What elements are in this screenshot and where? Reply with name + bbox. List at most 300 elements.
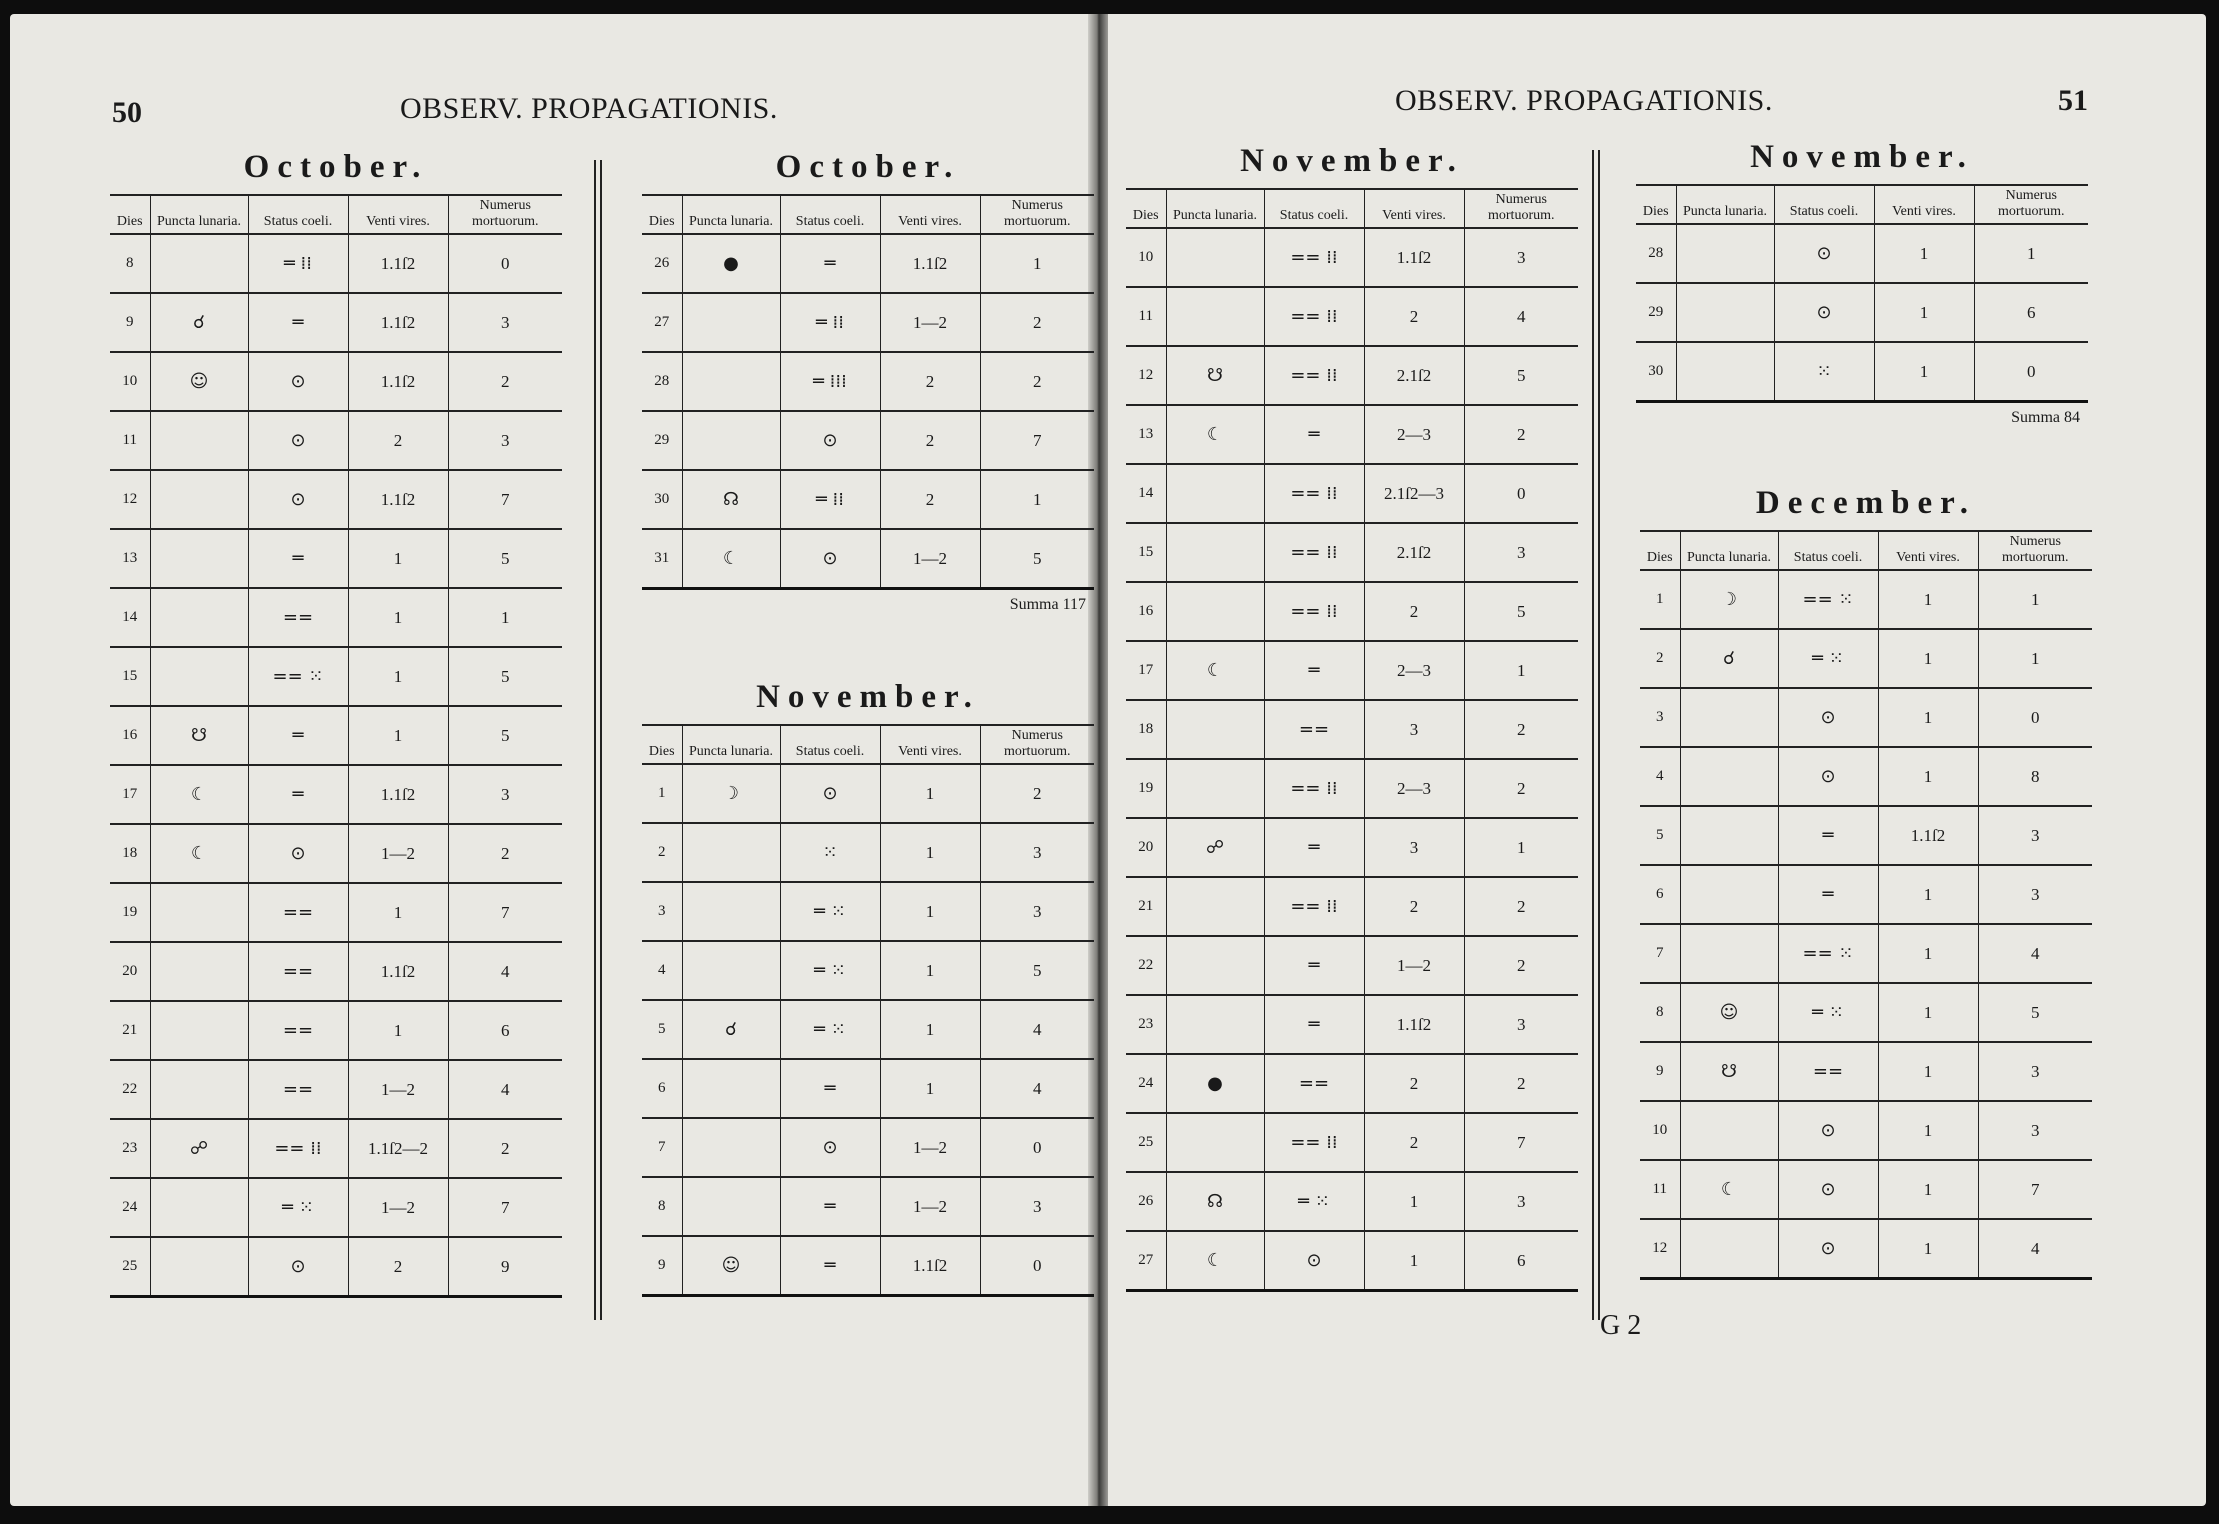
day-cell: 9 [1640, 1042, 1680, 1101]
sky-status-cell: ⊙ [780, 1118, 880, 1177]
sky-status-cell: == ⁞⁞ [1264, 228, 1364, 287]
table-row [1126, 759, 1578, 818]
table-row [642, 234, 1094, 293]
sky-status-cell: == ⁙ [248, 647, 348, 706]
lunar-phase-cell [682, 293, 780, 352]
day-cell: 10 [1640, 1101, 1680, 1160]
deaths-cell: 2 [448, 1119, 562, 1178]
table-row [110, 352, 562, 411]
wind-strength-cell: 2.1ſ2—3 [1364, 464, 1464, 523]
lunar-phase-cell [1676, 224, 1774, 283]
deaths-cell: 2 [1464, 759, 1578, 818]
wind-strength-cell: 2 [1364, 582, 1464, 641]
wind-strength-cell: 2.1ſ2 [1364, 523, 1464, 582]
lunar-phase-cell: ☺ [1680, 983, 1778, 1042]
day-cell: 29 [642, 411, 682, 470]
day-cell: 9 [110, 293, 150, 352]
day-cell: 22 [110, 1060, 150, 1119]
wind-strength-cell: 2 [1364, 287, 1464, 346]
mortality-table [1636, 184, 2088, 403]
month-heading: October. [243, 149, 429, 185]
column-header-dies: Dies [110, 195, 150, 234]
sky-status-cell: ═ [780, 234, 880, 293]
day-cell: 26 [642, 234, 682, 293]
column-header-venti: Venti vires. [880, 195, 980, 234]
day-cell: 14 [110, 588, 150, 647]
lunar-phase-cell [1680, 865, 1778, 924]
sky-status-cell: ═ [780, 1236, 880, 1296]
wind-strength-cell: 1.1ſ2—2 [348, 1119, 448, 1178]
deaths-cell: 2 [980, 352, 1094, 411]
table-row [1126, 877, 1578, 936]
table-row [1640, 629, 2092, 688]
deaths-cell: 8 [1978, 747, 2092, 806]
lunar-phase-cell [1680, 1219, 1778, 1279]
column-header-numerus: Numerus mortuorum. [1464, 189, 1578, 228]
sky-status-cell: == ⁞⁞ [1264, 464, 1364, 523]
wind-strength-cell: 1—2 [880, 293, 980, 352]
lunar-phase-cell: ☾ [150, 765, 248, 824]
table-row [110, 1001, 562, 1060]
sky-status-cell: ⊙ [248, 824, 348, 883]
lunar-phase-cell [1680, 1101, 1778, 1160]
table-row [1126, 523, 1578, 582]
day-cell: 23 [1126, 995, 1166, 1054]
sky-status-cell: ⊙ [780, 764, 880, 823]
lunar-phase-cell [1166, 877, 1264, 936]
column-header-dies: Dies [1126, 189, 1166, 228]
wind-strength-cell: 1 [880, 1000, 980, 1059]
running-head-right: OBSERV. PROPAGATIONIS. [1395, 84, 1773, 117]
deaths-cell: 3 [980, 1177, 1094, 1236]
deaths-cell: 2 [448, 824, 562, 883]
page-number-left: 50 [112, 96, 142, 129]
table-row [1126, 1231, 1578, 1291]
deaths-cell: 3 [1978, 1101, 2092, 1160]
lunar-phase-cell [682, 1177, 780, 1236]
lunar-phase-cell [682, 1059, 780, 1118]
sky-status-cell: == [248, 588, 348, 647]
deaths-cell: 7 [448, 883, 562, 942]
wind-strength-cell: 3 [1364, 818, 1464, 877]
day-cell: 28 [642, 352, 682, 411]
table-row [1126, 1054, 1578, 1113]
day-cell: 16 [1126, 582, 1166, 641]
deaths-cell: 2 [1464, 936, 1578, 995]
column-header-dies: Dies [642, 195, 682, 234]
deaths-cell: 1 [1464, 641, 1578, 700]
deaths-cell: 0 [1464, 464, 1578, 523]
wind-strength-cell: 2 [1364, 1113, 1464, 1172]
sky-status-cell: ═ [248, 293, 348, 352]
wind-strength-cell: 1 [348, 706, 448, 765]
lunar-phase-cell: ☺ [682, 1236, 780, 1296]
deaths-cell: 7 [1978, 1160, 2092, 1219]
wind-strength-cell: 1 [1878, 1101, 1978, 1160]
mortality-table [642, 724, 1094, 1297]
deaths-cell: 5 [448, 706, 562, 765]
table-row [642, 411, 1094, 470]
day-cell: 10 [1126, 228, 1166, 287]
wind-strength-cell: 1.1ſ2 [348, 470, 448, 529]
day-cell: 29 [1636, 283, 1676, 342]
sky-status-cell: ═ ⁞⁞ [248, 234, 348, 293]
sky-status-cell: ═ [248, 529, 348, 588]
lunar-phase-cell [1676, 342, 1774, 402]
table-row [642, 470, 1094, 529]
day-cell: 13 [110, 529, 150, 588]
sky-status-cell: ⁙ [1774, 342, 1874, 402]
sky-status-cell: == ⁞⁞ [1264, 1113, 1364, 1172]
table-row [110, 765, 562, 824]
day-cell: 10 [110, 352, 150, 411]
day-cell: 30 [1636, 342, 1676, 402]
deaths-cell: 4 [980, 1059, 1094, 1118]
column-header-status: Status coeli. [248, 195, 348, 234]
lunar-phase-cell: ☊ [1166, 1172, 1264, 1231]
column-header-status: Status coeli. [1778, 531, 1878, 570]
column-header-status: Status coeli. [1264, 189, 1364, 228]
wind-strength-cell: 2 [348, 411, 448, 470]
column-header-status: Status coeli. [780, 725, 880, 764]
day-cell: 6 [1640, 865, 1680, 924]
deaths-cell: 7 [448, 470, 562, 529]
wind-strength-cell: 1—2 [880, 1118, 980, 1177]
day-cell: 11 [1640, 1160, 1680, 1219]
sky-status-cell: ═ [1264, 995, 1364, 1054]
sky-status-cell: ═ [780, 1059, 880, 1118]
deaths-cell: 0 [1974, 342, 2088, 402]
day-cell: 31 [642, 529, 682, 589]
wind-strength-cell: 1 [348, 588, 448, 647]
lunar-phase-cell [150, 1178, 248, 1237]
table-row [1126, 464, 1578, 523]
deaths-cell: 2 [980, 764, 1094, 823]
sky-status-cell: == [1778, 1042, 1878, 1101]
wind-strength-cell: 1—2 [880, 529, 980, 589]
table-row [642, 293, 1094, 352]
deaths-cell: 2 [1464, 405, 1578, 464]
sky-status-cell: ═ [1778, 806, 1878, 865]
deaths-cell: 1 [1974, 224, 2088, 283]
wind-strength-cell: 2 [880, 470, 980, 529]
mortality-table [1126, 188, 1578, 1292]
deaths-cell: 3 [1978, 806, 2092, 865]
sky-status-cell: ═ [248, 706, 348, 765]
day-cell: 6 [642, 1059, 682, 1118]
deaths-cell: 4 [980, 1000, 1094, 1059]
lunar-phase-cell: ☋ [1680, 1042, 1778, 1101]
sky-status-cell: ⊙ [1778, 688, 1878, 747]
day-cell: 14 [1126, 464, 1166, 523]
deaths-cell: 2 [448, 352, 562, 411]
mortality-table [110, 194, 562, 1298]
lunar-phase-cell [682, 941, 780, 1000]
lunar-phase-cell [1166, 582, 1264, 641]
sky-status-cell: ⊙ [1778, 747, 1878, 806]
wind-strength-cell: 1.1ſ2 [1364, 995, 1464, 1054]
table-block-november-2 [1126, 134, 1578, 1292]
table-row [642, 1236, 1094, 1296]
wind-strength-cell: 1 [1878, 1160, 1978, 1219]
wind-strength-cell: 1—2 [348, 1060, 448, 1119]
table-row [110, 588, 562, 647]
lunar-phase-cell [1680, 688, 1778, 747]
month-heading: November. [756, 679, 980, 715]
wind-strength-cell: 1 [348, 647, 448, 706]
sky-status-cell: ⊙ [248, 352, 348, 411]
day-cell: 23 [110, 1119, 150, 1178]
wind-strength-cell: 1 [1874, 224, 1974, 283]
lunar-phase-cell: ☾ [1166, 405, 1264, 464]
deaths-cell: 5 [1464, 582, 1578, 641]
sky-status-cell: ⊙ [1778, 1219, 1878, 1279]
column-header-puncta: Puncta lunaria. [1680, 531, 1778, 570]
table-row [642, 941, 1094, 1000]
table-row [1126, 405, 1578, 464]
column-header-numerus: Numerus mortuorum. [980, 725, 1094, 764]
day-cell: 12 [1640, 1219, 1680, 1279]
lunar-phase-cell: ☾ [1166, 1231, 1264, 1291]
deaths-cell: 6 [1974, 283, 2088, 342]
mortality-table [1640, 530, 2092, 1280]
column-header-puncta: Puncta lunaria. [1166, 189, 1264, 228]
day-cell: 8 [642, 1177, 682, 1236]
month-heading: October. [775, 149, 961, 185]
day-cell: 5 [642, 1000, 682, 1059]
day-cell: 21 [1126, 877, 1166, 936]
day-cell: 11 [1126, 287, 1166, 346]
day-cell: 28 [1636, 224, 1676, 283]
column-header-status: Status coeli. [780, 195, 880, 234]
table-row [110, 706, 562, 765]
sky-status-cell: ═ ⁙ [1264, 1172, 1364, 1231]
table-row [1640, 688, 2092, 747]
day-cell: 25 [1126, 1113, 1166, 1172]
wind-strength-cell: 2—3 [1364, 405, 1464, 464]
table-row [1636, 224, 2088, 283]
deaths-cell: 3 [1464, 228, 1578, 287]
table-row [1640, 806, 2092, 865]
lunar-phase-cell [682, 411, 780, 470]
wind-strength-cell: 1 [1878, 570, 1978, 629]
deaths-cell: 5 [1978, 983, 2092, 1042]
table-row [642, 764, 1094, 823]
lunar-phase-cell: ☽ [1680, 570, 1778, 629]
day-cell: 17 [110, 765, 150, 824]
sky-status-cell: ═ [1264, 936, 1364, 995]
table-row [1640, 924, 2092, 983]
lunar-phase-cell [150, 411, 248, 470]
sky-status-cell: == ⁙ [1778, 570, 1878, 629]
deaths-cell: 5 [448, 647, 562, 706]
sky-status-cell: == [1264, 700, 1364, 759]
sky-status-cell: ═ [1264, 405, 1364, 464]
lunar-phase-cell: ☌ [150, 293, 248, 352]
wind-strength-cell: 1 [1878, 688, 1978, 747]
deaths-cell: 3 [980, 823, 1094, 882]
wind-strength-cell: 1—2 [348, 824, 448, 883]
sky-status-cell: ═ [248, 765, 348, 824]
table-row [1640, 1042, 2092, 1101]
deaths-cell: 0 [1978, 688, 2092, 747]
sky-status-cell: ═ ⁙ [780, 882, 880, 941]
column-rule-right-2 [1598, 150, 1600, 1320]
table-row [642, 352, 1094, 411]
wind-strength-cell: 1 [348, 883, 448, 942]
lunar-phase-cell [150, 1001, 248, 1060]
day-cell: 25 [110, 1237, 150, 1297]
deaths-cell: 3 [1464, 1172, 1578, 1231]
deaths-cell: 4 [1978, 924, 2092, 983]
deaths-cell: 1 [1978, 570, 2092, 629]
deaths-cell: 5 [1464, 346, 1578, 405]
day-cell: 19 [110, 883, 150, 942]
lunar-phase-cell [150, 529, 248, 588]
sky-status-cell: ⊙ [1778, 1101, 1878, 1160]
lunar-phase-cell [1166, 995, 1264, 1054]
deaths-cell: 3 [1464, 523, 1578, 582]
sky-status-cell: ⊙ [248, 411, 348, 470]
day-cell: 22 [1126, 936, 1166, 995]
sky-status-cell: ⊙ [1778, 1160, 1878, 1219]
column-header-venti: Venti vires. [880, 725, 980, 764]
wind-strength-cell: 1 [1364, 1231, 1464, 1291]
deaths-cell: 2 [1464, 700, 1578, 759]
wind-strength-cell: 2 [880, 411, 980, 470]
table-row [110, 824, 562, 883]
table-row [1126, 1172, 1578, 1231]
sky-status-cell: ⊙ [248, 470, 348, 529]
table-row [1126, 582, 1578, 641]
wind-strength-cell: 2.1ſ2 [1364, 346, 1464, 405]
lunar-phase-cell: ☾ [1680, 1160, 1778, 1219]
day-cell: 1 [642, 764, 682, 823]
sky-status-cell: == ⁞⁞ [1264, 582, 1364, 641]
wind-strength-cell: 2 [348, 1237, 448, 1297]
lunar-phase-cell [682, 352, 780, 411]
sky-status-cell: ⊙ [248, 1237, 348, 1297]
day-cell: 16 [110, 706, 150, 765]
lunar-phase-cell: ☍ [1166, 818, 1264, 877]
wind-strength-cell: 1.1ſ2 [348, 765, 448, 824]
column-header-numerus: Numerus mortuorum. [980, 195, 1094, 234]
wind-strength-cell: 2—3 [1364, 759, 1464, 818]
table-row [1126, 936, 1578, 995]
wind-strength-cell: 2—3 [1364, 641, 1464, 700]
table-row [110, 529, 562, 588]
wind-strength-cell: 1 [880, 823, 980, 882]
sky-status-cell: == [248, 942, 348, 1001]
sky-status-cell: ⊙ [1264, 1231, 1364, 1291]
month-heading: November. [1240, 143, 1464, 179]
day-cell: 15 [1126, 523, 1166, 582]
lunar-phase-cell [682, 823, 780, 882]
day-cell: 1 [1640, 570, 1680, 629]
lunar-phase-cell [1166, 759, 1264, 818]
lunar-phase-cell [1680, 924, 1778, 983]
column-header-dies: Dies [1640, 531, 1680, 570]
table-row [1636, 342, 2088, 402]
lunar-phase-cell [150, 1237, 248, 1297]
wind-strength-cell: 1 [880, 764, 980, 823]
day-cell: 2 [642, 823, 682, 882]
wind-strength-cell: 1 [880, 1059, 980, 1118]
day-cell: 26 [1126, 1172, 1166, 1231]
column-header-venti: Venti vires. [348, 195, 448, 234]
lunar-phase-cell: ☺ [150, 352, 248, 411]
table-row [1126, 818, 1578, 877]
column-header-numerus: Numerus mortuorum. [1978, 531, 2092, 570]
table-row [642, 529, 1094, 589]
sky-status-cell: ⊙ [1774, 283, 1874, 342]
lunar-phase-cell: ☌ [1680, 629, 1778, 688]
page-number-right: 51 [2058, 84, 2088, 117]
running-head-left: OBSERV. PROPAGATIONIS. [400, 92, 778, 125]
deaths-cell: 6 [1464, 1231, 1578, 1291]
wind-strength-cell: 1 [1364, 1172, 1464, 1231]
deaths-cell: 0 [980, 1236, 1094, 1296]
table-row [110, 411, 562, 470]
day-cell: 13 [1126, 405, 1166, 464]
deaths-cell: 2 [1464, 1054, 1578, 1113]
table-row [110, 234, 562, 293]
table-row [1126, 228, 1578, 287]
table-row [110, 1060, 562, 1119]
deaths-cell: 2 [1464, 877, 1578, 936]
wind-strength-cell: 1 [348, 1001, 448, 1060]
table-row [110, 647, 562, 706]
sky-status-cell: == ⁞⁞ [1264, 523, 1364, 582]
sky-status-cell: ═ ⁙ [780, 1000, 880, 1059]
lunar-phase-cell [1680, 747, 1778, 806]
lunar-phase-cell [1166, 936, 1264, 995]
summa-total: Summa 117 [1009, 596, 1086, 613]
deaths-cell: 3 [448, 411, 562, 470]
table-row [642, 1000, 1094, 1059]
deaths-cell: 7 [980, 411, 1094, 470]
column-header-puncta: Puncta lunaria. [1676, 185, 1774, 224]
wind-strength-cell: 1.1ſ2 [880, 1236, 980, 1296]
lunar-phase-cell [150, 588, 248, 647]
column-header-venti: Venti vires. [1878, 531, 1978, 570]
deaths-cell: 4 [448, 1060, 562, 1119]
deaths-cell: 5 [980, 529, 1094, 589]
day-cell: 12 [110, 470, 150, 529]
table-row [110, 942, 562, 1001]
day-cell: 9 [642, 1236, 682, 1296]
lunar-phase-cell [1166, 523, 1264, 582]
lunar-phase-cell: ☋ [1166, 346, 1264, 405]
deaths-cell: 7 [1464, 1113, 1578, 1172]
deaths-cell: 0 [980, 1118, 1094, 1177]
lunar-phase-cell [682, 1118, 780, 1177]
table-row [642, 823, 1094, 882]
lunar-phase-cell: ☊ [682, 470, 780, 529]
deaths-cell: 4 [1978, 1219, 2092, 1279]
sky-status-cell: ⊙ [780, 529, 880, 589]
column-header-numerus: Numerus mortuorum. [1974, 185, 2088, 224]
wind-strength-cell: 1 [1878, 747, 1978, 806]
day-cell: 27 [642, 293, 682, 352]
sky-status-cell: == [1264, 1054, 1364, 1113]
wind-strength-cell: 1 [348, 529, 448, 588]
lunar-phase-cell [150, 647, 248, 706]
wind-strength-cell: 1—2 [880, 1177, 980, 1236]
table-row [1640, 1101, 2092, 1160]
wind-strength-cell: 2 [1364, 877, 1464, 936]
day-cell: 20 [110, 942, 150, 1001]
